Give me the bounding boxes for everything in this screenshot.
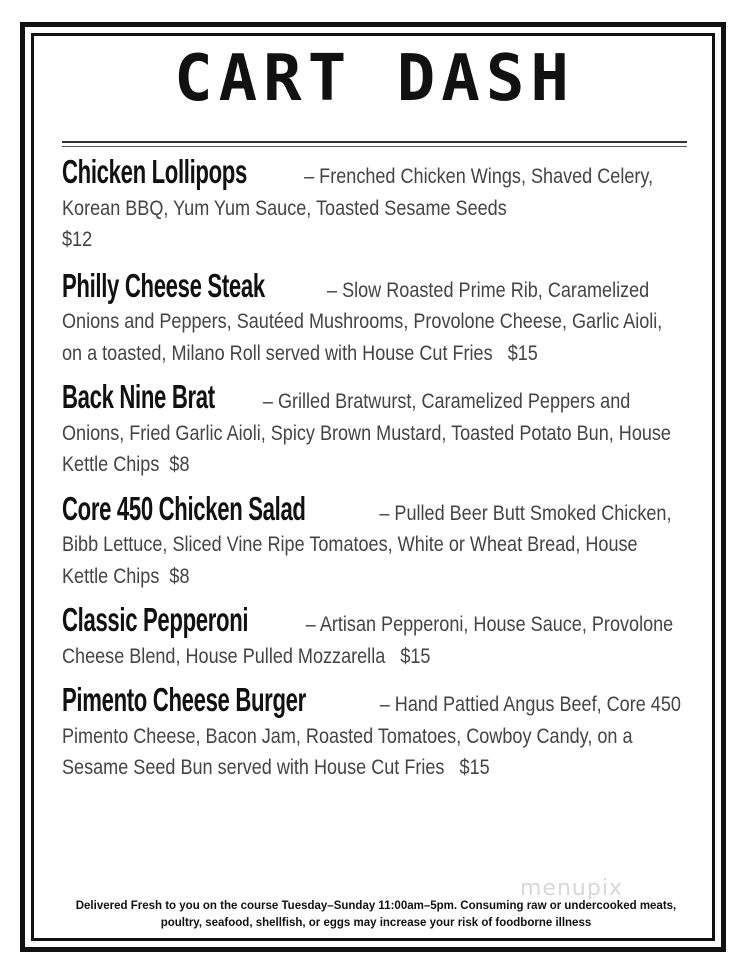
item-description: – Pulled Beer Butt Smoked Chicken, Bibb Lettuce, Sliced Vine Ripe Tomatoes, White or Wheat Bread, House Kettle Chips [62,501,672,588]
watermark-logo: menupix [520,876,623,901]
item-price: $12 [62,228,93,251]
item-price: $15 [507,341,538,365]
item-price: $8 [169,453,190,476]
item-description: – Grilled Bratwurst, Caramelized Peppers and Onions, Fried Garlic Aioli, Spicy Brown Mustard, Toasted Potato Bun, House Kettle Chips [62,390,671,476]
item-name: Back Nine Brat [62,378,215,415]
item-description: – Frenched Chicken Wings, Shaved Celery, Korean BBQ, Yum Yum Sauce, Toasted Sesame Seeds [62,165,654,220]
item-price: $8 [169,564,190,588]
item-name: Pimento Cheese Burger [62,681,306,718]
menu-item [62,489,682,593]
item-description: – Artisan Pepperoni, House Sauce, Provolone Cheese Blend, House Pulled Mozzarella [62,613,674,668]
item-price: $15 [459,756,490,779]
item-name: Chicken Lollipops [62,153,247,190]
menu-item [62,681,682,784]
footer-line-2: poultry, seafood, shellfish, or eggs may increase your risk of foodborne illness [160,917,592,929]
menu-item [62,601,682,672]
title-divider [62,141,687,143]
item-price: $15 [400,644,431,668]
item-name: Core 450 Chicken Salad [62,489,306,527]
item-name: Classic Pepperoni [62,601,249,638]
item-name: Philly Cheese Steak [62,266,265,304]
item-description: – Slow Roasted Prime Rib, Caramelized Onions and Peppers, Sautéed Mushrooms, Provolone Cheese, Garlic Aioli, on a toasted, Milano Roll served with House Cut Fries [62,278,663,365]
menu-item [62,378,682,481]
item-description: – Hand Pattied Angus Beef, Core 450 Pimento Cheese, Bacon Jam, Roasted Tomatoes, Cowboy Candy, on a Sesame Seed Bun served with House Cut Fries [62,693,681,779]
title-divider-thin [62,146,687,147]
footer-line-1: Delivered Fresh to you on the course Tuesday–Sunday 11:00am–5pm. Consuming raw or undercooked meats, [75,900,677,912]
menu-item [62,266,682,370]
footer-notice [46,898,706,932]
menu-title: CART DASH [174,42,575,116]
menu-list [62,150,682,784]
menu-item [62,153,682,256]
